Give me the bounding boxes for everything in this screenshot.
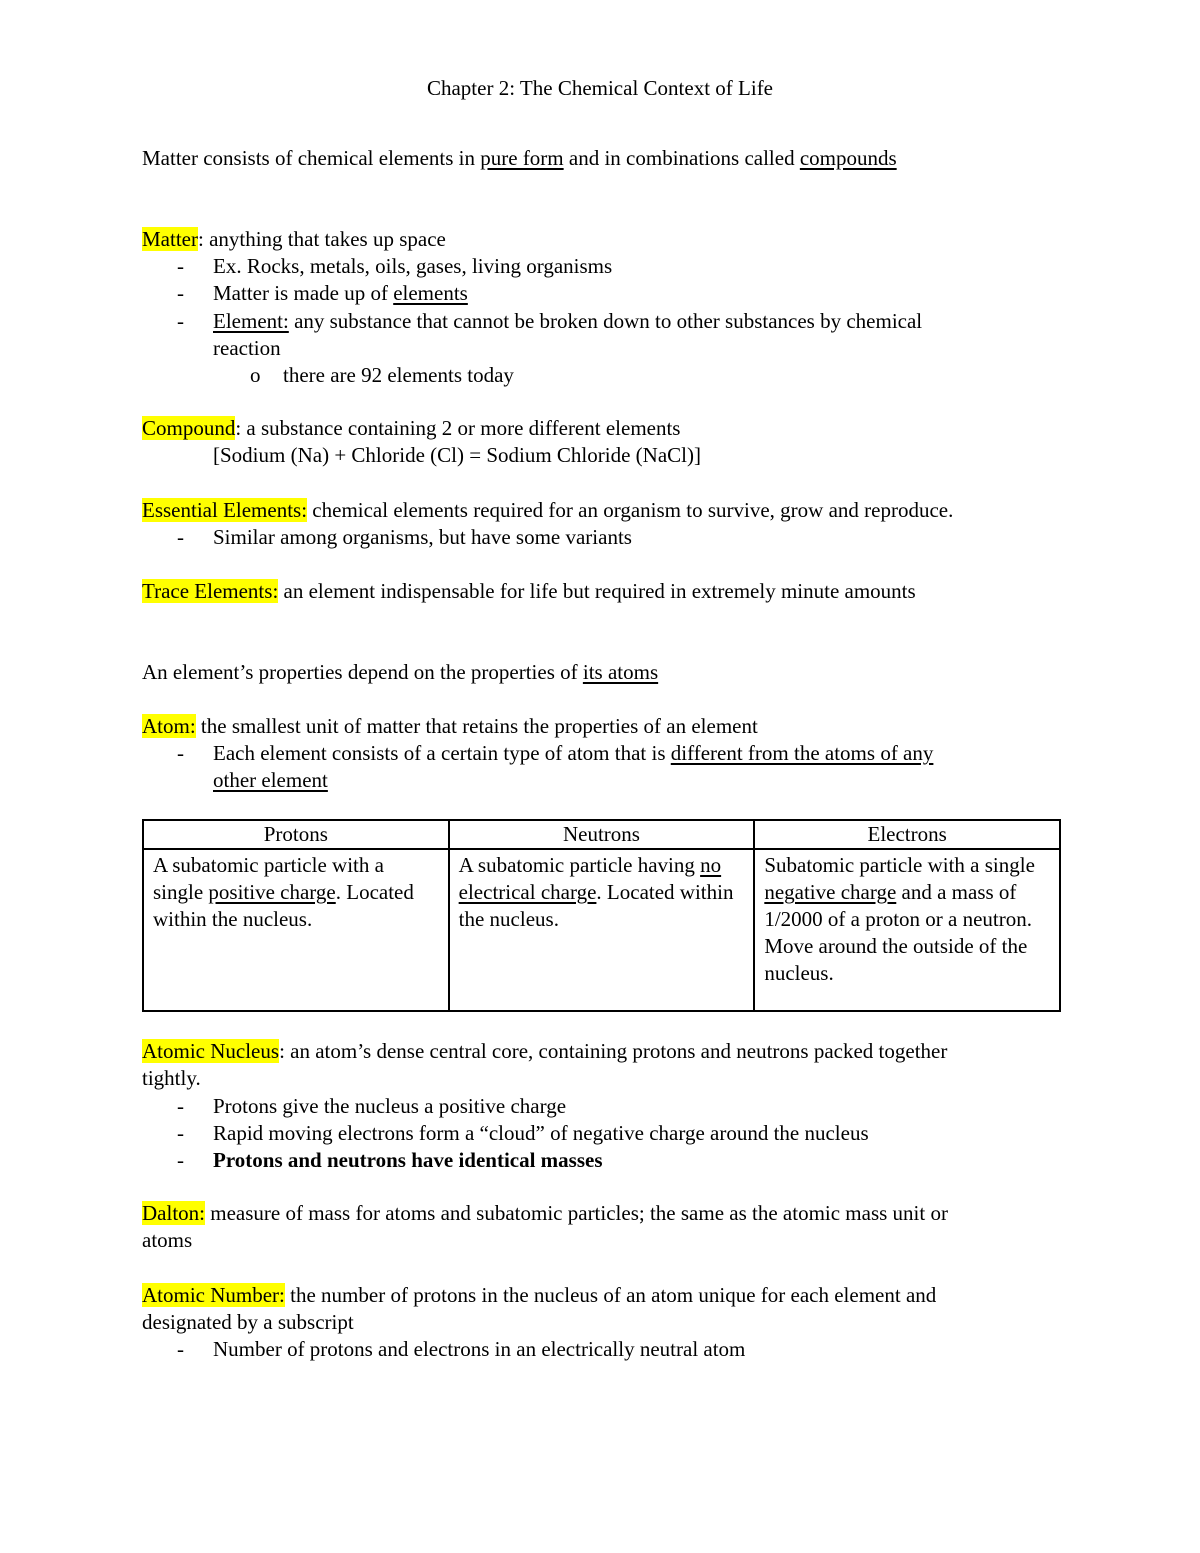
compound-def: : a substance containing 2 or more different elements (235, 416, 681, 440)
subatomic-particles-table (142, 819, 1061, 1012)
compound-definition (142, 415, 680, 442)
bullet-dash: - (177, 254, 184, 278)
dalton-definition (142, 1200, 948, 1227)
atom-def: the smallest unit of matter that retains the properties of an element (195, 714, 758, 738)
essential-elements-term: Essential Elements: (142, 498, 308, 522)
trace-elements-definition (142, 578, 916, 605)
bullet-dash: - (177, 1121, 184, 1145)
protons-text-2: . Located within the nucleus. (153, 880, 414, 931)
element-def-line2: reaction (213, 336, 281, 360)
compound-term: Compound (142, 416, 236, 440)
atomic-nucleus-def-line1: : an atom’s dense central core, containing protons and neutrons packed together (279, 1039, 948, 1063)
element-def-line1: any substance that cannot be broken down to other substances by chemical (288, 309, 923, 333)
bullet-dash: - (177, 525, 184, 549)
matter-term: Matter (142, 227, 198, 251)
header-protons: Protons (143, 820, 449, 849)
table-row (143, 849, 1060, 1011)
bullet-dash: - (177, 1094, 184, 1118)
essential-elements-def: chemical elements required for an organism to survive, grow and reproduce. (307, 498, 954, 522)
neutrons-text-2: . Located within the nucleus. (458, 880, 734, 931)
elements-underlined: elements (393, 281, 468, 305)
atomic-nucleus-definition (142, 1038, 947, 1065)
pure-form-underlined: pure form (480, 146, 564, 170)
atomic-number-bullet-1: Number of protons and electrons in an electrically neutral atom (213, 1337, 746, 1361)
trace-elements-term: Trace Elements: (142, 579, 279, 603)
matter-definition (142, 226, 446, 253)
positive-charge-underlined: positive charge (208, 880, 336, 904)
electrons-text-1: Subatomic particle with a single (764, 853, 1035, 877)
atom-bullet-1-text: Each element consists of a certain type of atom that is (213, 741, 671, 765)
protons-text-1: A subatomic particle with a single (153, 853, 384, 904)
atom-bullet-1-underlined-1: different from the atoms of any (670, 741, 934, 765)
matter-def: : anything that takes up space (197, 227, 446, 251)
atomic-number-def-line1: the number of protons in the nucleus of an atom unique for each element and (284, 1283, 937, 1307)
negative-charge-underlined: negative charge (764, 880, 897, 904)
bullet-dash: - (177, 1337, 184, 1361)
electrons-text-2: and a mass of 1/2000 of a proton or a neutron. Move around the outside of the nucleus. (764, 880, 1033, 985)
no-charge-underlined: no electrical charge (458, 853, 722, 904)
atomic-nucleus-def-line2: tightly. (142, 1066, 201, 1090)
cell-protons (143, 849, 449, 1011)
dalton-def-line1: measure of mass for atoms and subatomic particles; the same as the atomic mass unit or (205, 1201, 948, 1225)
cell-electrons (754, 849, 1060, 1011)
atomic-nucleus-term: Atomic Nucleus (142, 1039, 280, 1063)
header-neutrons: Neutrons (449, 820, 755, 849)
atom-bullet-1-line1 (213, 740, 933, 767)
essential-elements-definition (142, 497, 953, 524)
atom-bullet-1-underlined-2: other element (213, 768, 328, 792)
matter-bullet-3 (213, 308, 922, 335)
trace-elements-def: an element indispensable for life but required in extremely minute amounts (278, 579, 916, 603)
dalton-def-line2: atoms (142, 1228, 193, 1252)
compounds-underlined: compounds (799, 146, 897, 170)
matter-bullet-1: Ex. Rocks, metals, oils, gases, living organisms (213, 254, 613, 278)
atom-term: Atom: (142, 714, 196, 738)
element-term-underlined: Element: (213, 309, 289, 333)
intro-atoms-text: An element’s properties depend on the properties of (142, 660, 583, 684)
intro-matter-line (142, 145, 897, 172)
dalton-term: Dalton: (142, 1201, 205, 1225)
page-title: Chapter 2: The Chemical Context of Life (426, 76, 774, 100)
bullet-dash: - (177, 1148, 184, 1172)
atomic-number-term: Atomic Number: (142, 1283, 285, 1307)
matter-sub-bullet-1: there are 92 elements today (283, 363, 514, 387)
bullet-dash: - (177, 281, 184, 305)
intro-atoms-line (142, 659, 658, 686)
nucleus-bullet-2: Rapid moving electrons form a “cloud” of negative charge around the nucleus (213, 1121, 869, 1145)
essential-bullet-1: Similar among organisms, but have some variants (213, 525, 632, 549)
compound-example: [Sodium (Na) + Chloride (Cl) = Sodium Chloride (NaCl)] (213, 443, 701, 467)
intro-text-1: Matter consists of chemical elements in (142, 146, 481, 170)
matter-bullet-2-text: Matter is made up of (213, 281, 394, 305)
neutrons-text-1: A subatomic particle having (458, 853, 701, 877)
sub-bullet-marker: o (250, 363, 261, 387)
atom-definition (142, 713, 758, 740)
atom-bullet-1-line2 (213, 767, 328, 794)
intro-text-2: and in combinations called (563, 146, 800, 170)
table-header-row (143, 820, 1060, 849)
header-electrons: Electrons (754, 820, 1060, 849)
matter-bullet-2 (213, 280, 468, 307)
atomic-number-def-line2: designated by a subscript (142, 1310, 354, 1334)
cell-neutrons (449, 849, 755, 1011)
bullet-dash: - (177, 309, 184, 333)
nucleus-bullet-3-bold: Protons and neutrons have identical masses (213, 1148, 603, 1172)
nucleus-bullet-1: Protons give the nucleus a positive charge (213, 1094, 567, 1118)
atomic-number-definition (142, 1282, 936, 1309)
its-atoms-underlined: its atoms (582, 660, 659, 684)
bullet-dash: - (177, 741, 184, 765)
